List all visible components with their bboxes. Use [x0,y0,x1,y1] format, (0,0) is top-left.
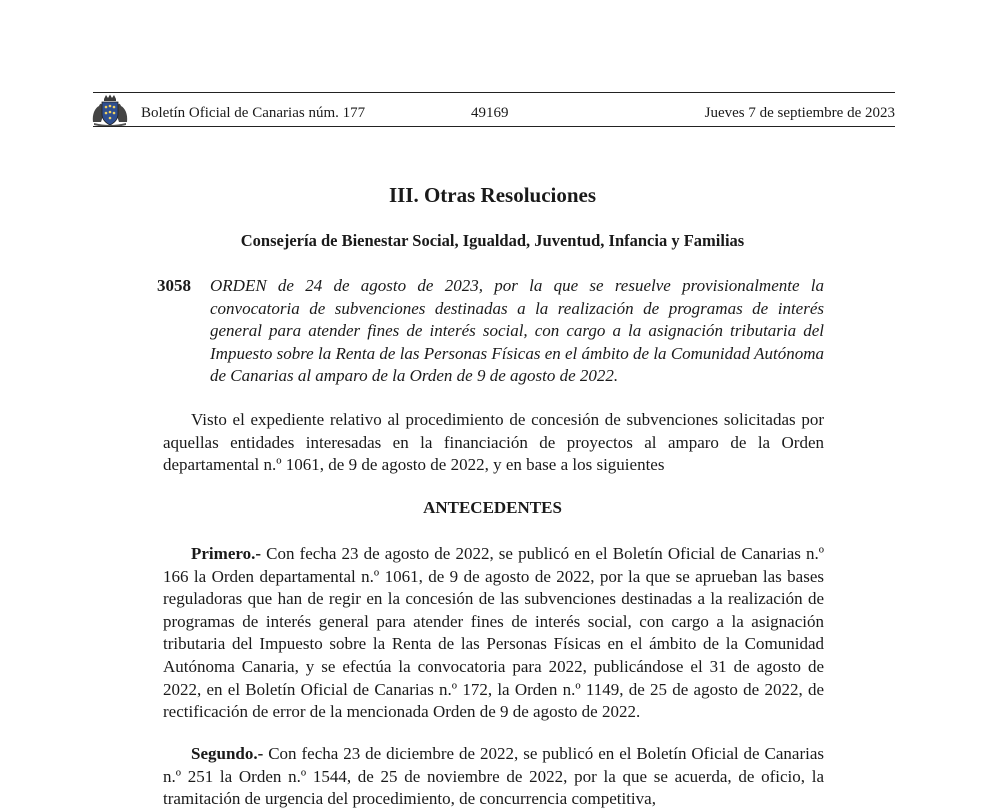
header-bottom-rule [93,126,895,127]
antecedentes-heading: ANTECEDENTES [423,498,562,517]
header-page-number: 49169 [471,105,509,121]
section-title: III. Otras Resoluciones [388,183,597,207]
order-summary: ORDEN de 24 de agosto de 2023, por la que se resuelve provisionalmente la convocatoria de subvenciones destinadas a la realización de programas de interés general para atender fines de interés social, con cargo a la asignación tributaria del Impuesto sobre la Renta de las Personas Físicas en el ámbito de la Comunidad Autónoma de Canarias al amparo de la Orden de 9 de agosto de 2022. [210,276,824,385]
header-top-rule [93,92,895,93]
order-number: 3058 [157,276,191,295]
department-name: Consejería de Bienestar Social, Igualdad, Juventud, Infancia y Familias [240,231,745,250]
coat-of-arms-icon [90,94,130,126]
header-date: Jueves 7 de septiembre de 2023 [704,105,895,121]
paragraph-text: Con fecha 23 de diciembre de 2022, se publicó en el Boletín Oficial de Canarias n.º 251 la Orden n.º 1544, de 25 de noviembre de 2022, por la que se acuerda, de oficio, la tramitación de urgencia del procedimiento, de concurrencia competitiva, [163,744,824,809]
paragraph-lead: Segundo.- [191,744,264,763]
paragraph-segundo [163,743,824,811]
paragraph-primero [163,543,824,724]
intro-paragraph: Visto el expediente relativo al procedimiento de concesión de subvenciones solicitadas por aquellas entidades interesadas en la financiación de proyectos al amparo de la Orden departamental n.º 1061, de 9 de agosto de 2022, y en base a los siguientes [163,410,824,475]
paragraph-text: Con fecha 23 de agosto de 2022, se publicó en el Boletín Oficial de Canarias n.º 166 la Orden departamental n.º 1061, de 9 de agosto de 2022, por la que se aprueban las bases reguladoras que han de regir en la concesión de las subvenciones destinadas a la realización de programas de interés general para atender fines de interés social, con cargo a la asignación tributaria del Impuesto sobre la Renta de las Personas Físicas en el ámbito de la Comunidad Autónoma Canaria, y se efectúa la convocatoria para 2022, publicándose el 31 de agosto de 2022, en el Boletín Oficial de Canarias n.º 172, la Orden n.º 1149, de 25 de agosto de 2022, de rectificación de error de la mencionada Orden de 9 de agosto de 2022. [163,544,824,722]
paragraph-lead: Primero.- [191,544,262,563]
header-publication: Boletín Oficial de Canarias núm. 177 [141,105,366,121]
